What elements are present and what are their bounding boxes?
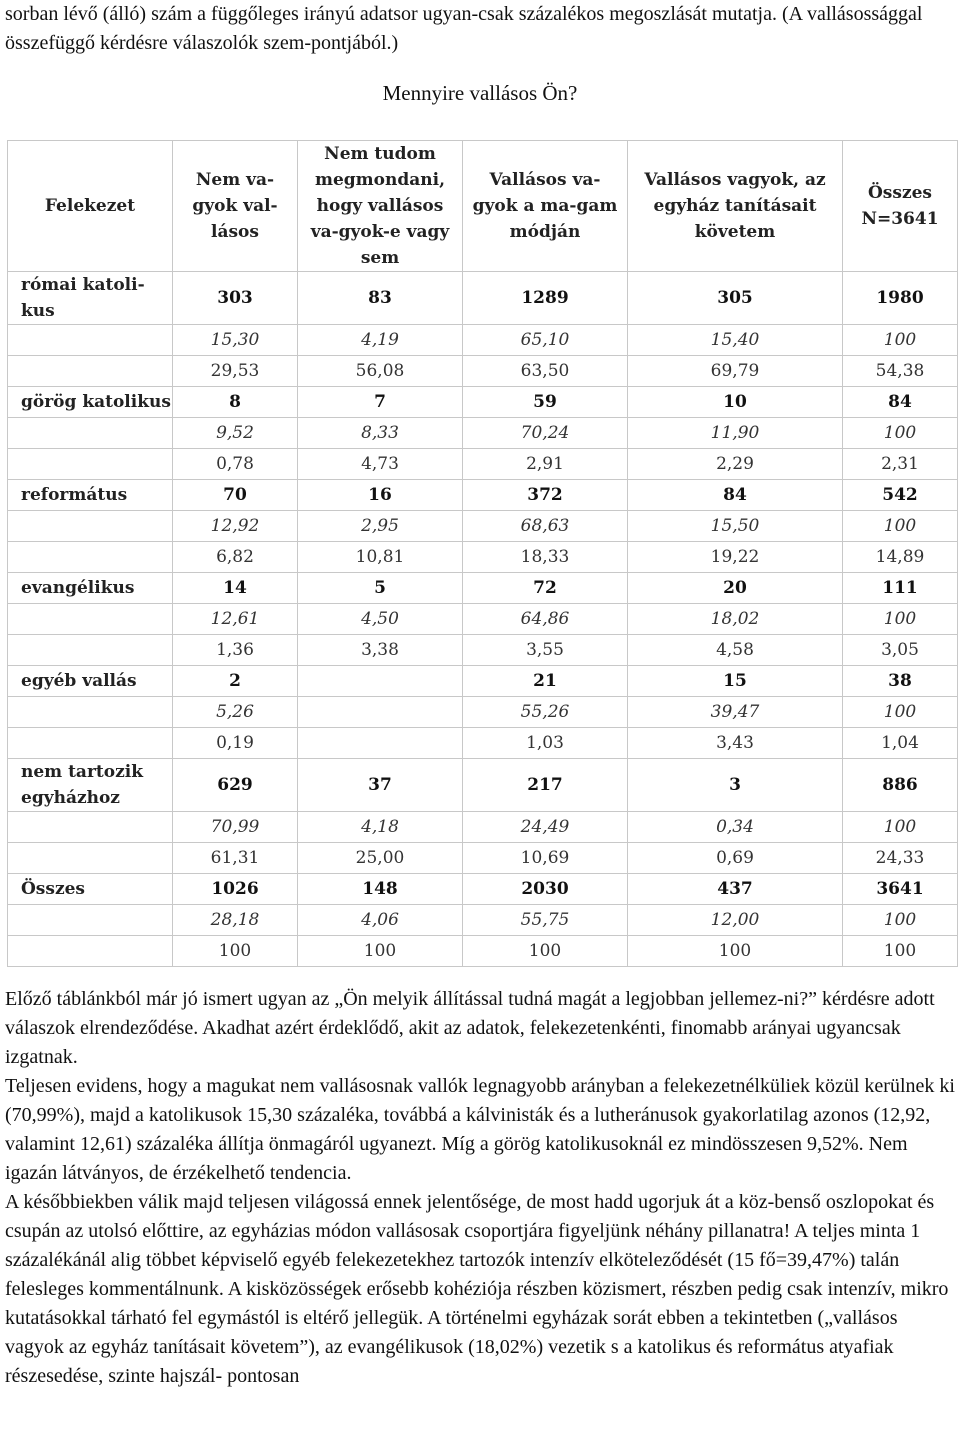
table-cell: 19,22 bbox=[628, 542, 843, 573]
table-cell: 217 bbox=[463, 759, 628, 812]
table-row bbox=[8, 511, 958, 542]
table-cell: 4,58 bbox=[628, 635, 843, 666]
table-cell: 100 bbox=[843, 936, 958, 967]
table-cell: 5,26 bbox=[173, 697, 298, 728]
table-cell: 148 bbox=[298, 874, 463, 905]
table-cell: 25,00 bbox=[298, 843, 463, 874]
table-cell: 100 bbox=[843, 604, 958, 635]
table-cell: 4,18 bbox=[298, 812, 463, 843]
table-cell: 4,50 bbox=[298, 604, 463, 635]
denomination-label bbox=[8, 728, 173, 759]
table-cell: 70,24 bbox=[463, 418, 628, 449]
table-row bbox=[8, 666, 958, 697]
denomination-label bbox=[8, 604, 173, 635]
table-row bbox=[8, 728, 958, 759]
table-cell: 11,90 bbox=[628, 418, 843, 449]
table-cell: 2 bbox=[173, 666, 298, 697]
table-cell bbox=[298, 697, 463, 728]
table-cell: 100 bbox=[843, 812, 958, 843]
table-cell: 10,81 bbox=[298, 542, 463, 573]
table-cell: 2030 bbox=[463, 874, 628, 905]
table-row bbox=[8, 874, 958, 905]
denomination-label bbox=[8, 635, 173, 666]
table-cell: 5 bbox=[298, 573, 463, 604]
table-row bbox=[8, 697, 958, 728]
table-cell: 61,31 bbox=[173, 843, 298, 874]
table-cell: 100 bbox=[173, 936, 298, 967]
table-cell: 10 bbox=[628, 387, 843, 418]
table-cell: 15,50 bbox=[628, 511, 843, 542]
denomination-label bbox=[8, 511, 173, 542]
table-cell: 1,36 bbox=[173, 635, 298, 666]
table-cell: 10,69 bbox=[463, 843, 628, 874]
table-cell: 56,08 bbox=[298, 356, 463, 387]
table-cell: 20 bbox=[628, 573, 843, 604]
table-cell: 83 bbox=[298, 272, 463, 325]
table-cell: 437 bbox=[628, 874, 843, 905]
header-cannot-say: Nem tudom megmondani, hogy vallásos va-gyok-e vagy sem bbox=[298, 141, 463, 272]
table-cell: 69,79 bbox=[628, 356, 843, 387]
denomination-label bbox=[8, 936, 173, 967]
table-cell: 3641 bbox=[843, 874, 958, 905]
table-cell: 305 bbox=[628, 272, 843, 325]
table-cell: 372 bbox=[463, 480, 628, 511]
table-row bbox=[8, 604, 958, 635]
table-cell: 12,61 bbox=[173, 604, 298, 635]
table-cell: 84 bbox=[628, 480, 843, 511]
denomination-label: nem tartozik egyházhoz bbox=[8, 759, 173, 812]
table-cell: 100 bbox=[463, 936, 628, 967]
table-cell: 72 bbox=[463, 573, 628, 604]
table-cell: 59 bbox=[463, 387, 628, 418]
table-cell: 18,02 bbox=[628, 604, 843, 635]
table-cell: 100 bbox=[843, 418, 958, 449]
table-cell: 9,52 bbox=[173, 418, 298, 449]
table-row bbox=[8, 387, 958, 418]
table-cell: 68,63 bbox=[463, 511, 628, 542]
body-paragraph: A későbbiekben válik majd teljesen világossá ennek jelentősége, de most hadd ugorjuk át a köz-benső oszlopokat és csupán az utolsó előttire, az egyházias módon vallásosak csoportjára figyeljünk néhány pillanatra! A teljes minta 1 százalékánál alig többet képviselő egyéb felekezetekhez tartozók intenzív elköteleződését (15 fő=39,47%) talán felesleges kommentálnunk. A kisközösségek erősebb kohéziója részben közismert, részben pedig csak intenzív, mikro kutatásokkal tárható fel egymástól is eltérő jellegük. A történelmi egyházak sorát ebben a tekintetben („vallásos vagyok az egyház tanításait követem”), az evangélikusok (18,02%) vezetik s a katolikus és református atyafiak részesedése, szinte hajszál- pontosan bbox=[5, 1191, 949, 1387]
table-cell: 111 bbox=[843, 573, 958, 604]
table-row bbox=[8, 480, 958, 511]
table-cell: 15,40 bbox=[628, 325, 843, 356]
table-cell: 38 bbox=[843, 666, 958, 697]
table-cell: 4,19 bbox=[298, 325, 463, 356]
denomination-label bbox=[8, 325, 173, 356]
denomination-label bbox=[8, 812, 173, 843]
table-cell: 54,38 bbox=[843, 356, 958, 387]
table-cell: 8 bbox=[173, 387, 298, 418]
table-cell: 3,55 bbox=[463, 635, 628, 666]
body-paragraph: Előző táblánkból már jó ismert ugyan az „Ön melyik állítással tudná magát a legjobban jellemez-ni?” kérdésre adott válaszok elrendeződése. Akadhat azért érdeklődő, akit az adatok, felekezetenkénti, finomabb arányai ugyancsak izgatnak. bbox=[5, 988, 935, 1068]
table-cell: 14 bbox=[173, 573, 298, 604]
table-cell: 1980 bbox=[843, 272, 958, 325]
table-cell: 3,38 bbox=[298, 635, 463, 666]
table-title: Mennyire vallásos Ön? bbox=[382, 81, 578, 105]
denomination-label bbox=[8, 542, 173, 573]
table-header-row bbox=[8, 141, 958, 272]
table-cell: 0,69 bbox=[628, 843, 843, 874]
table-cell: 84 bbox=[843, 387, 958, 418]
table-row bbox=[8, 843, 958, 874]
table-cell: 100 bbox=[843, 325, 958, 356]
table-row bbox=[8, 272, 958, 325]
denomination-label bbox=[8, 356, 173, 387]
table-cell: 2,31 bbox=[843, 449, 958, 480]
table-cell: 16 bbox=[298, 480, 463, 511]
table-cell: 2,29 bbox=[628, 449, 843, 480]
religiosity-table bbox=[7, 140, 957, 961]
header-religious-own-way: Vallásos va-gyok a ma-gam módján bbox=[463, 141, 628, 272]
table-cell: 629 bbox=[173, 759, 298, 812]
table-cell: 2,91 bbox=[463, 449, 628, 480]
table-cell: 100 bbox=[843, 511, 958, 542]
table-cell: 0,34 bbox=[628, 812, 843, 843]
table-cell: 303 bbox=[173, 272, 298, 325]
table-cell: 542 bbox=[843, 480, 958, 511]
table-row bbox=[8, 542, 958, 573]
table-cell: 6,82 bbox=[173, 542, 298, 573]
table-cell: 55,75 bbox=[463, 905, 628, 936]
table-cell: 7 bbox=[298, 387, 463, 418]
table-cell: 0,19 bbox=[173, 728, 298, 759]
table-cell: 1,04 bbox=[843, 728, 958, 759]
table-cell: 55,26 bbox=[463, 697, 628, 728]
body-text bbox=[5, 985, 957, 1391]
table-cell bbox=[298, 666, 463, 697]
table-cell: 100 bbox=[843, 905, 958, 936]
table-cell: 70,99 bbox=[173, 812, 298, 843]
table-cell: 0,78 bbox=[173, 449, 298, 480]
table-row bbox=[8, 418, 958, 449]
table-row bbox=[8, 449, 958, 480]
denomination-label bbox=[8, 843, 173, 874]
table-cell bbox=[298, 728, 463, 759]
header-not-religious: Nem va-gyok val-lásos bbox=[173, 141, 298, 272]
denomination-label bbox=[8, 449, 173, 480]
denomination-label bbox=[8, 905, 173, 936]
table-cell: 24,33 bbox=[843, 843, 958, 874]
denomination-label: egyéb vallás bbox=[8, 666, 173, 697]
table-cell: 886 bbox=[843, 759, 958, 812]
table-cell: 100 bbox=[298, 936, 463, 967]
denomination-label: református bbox=[8, 480, 173, 511]
table-cell: 12,92 bbox=[173, 511, 298, 542]
table-cell: 15,30 bbox=[173, 325, 298, 356]
table-cell: 1289 bbox=[463, 272, 628, 325]
table-cell: 28,18 bbox=[173, 905, 298, 936]
denomination-label: Összes bbox=[8, 874, 173, 905]
table-cell: 100 bbox=[843, 697, 958, 728]
table-cell: 18,33 bbox=[463, 542, 628, 573]
table-row bbox=[8, 812, 958, 843]
denomination-label bbox=[8, 418, 173, 449]
table-cell: 65,10 bbox=[463, 325, 628, 356]
table-row bbox=[8, 356, 958, 387]
table-cell: 3,05 bbox=[843, 635, 958, 666]
table-row bbox=[8, 759, 958, 812]
denomination-label bbox=[8, 697, 173, 728]
table-cell: 1,03 bbox=[463, 728, 628, 759]
table-cell: 21 bbox=[463, 666, 628, 697]
denomination-label: görög katolikus bbox=[8, 387, 173, 418]
table-cell: 70 bbox=[173, 480, 298, 511]
table-cell: 24,49 bbox=[463, 812, 628, 843]
table-cell: 1026 bbox=[173, 874, 298, 905]
header-denomination: Felekezet bbox=[8, 141, 173, 272]
header-religious-follows-church: Vallásos vagyok, az egyház tanításait követem bbox=[628, 141, 843, 272]
header-total: Összes N=3641 bbox=[843, 141, 958, 272]
table-cell: 2,95 bbox=[298, 511, 463, 542]
table-cell: 100 bbox=[628, 936, 843, 967]
table-cell: 37 bbox=[298, 759, 463, 812]
table-cell: 39,47 bbox=[628, 697, 843, 728]
body-paragraph: Teljesen evidens, hogy a magukat nem vallásosnak vallók legnagyobb arányban a felekezetnélküliek közül kerülnek ki (70,99%), majd a katolikusok 15,30 százaléka, továbbá a kálvinisták és a lutheránusok gyakorlatilag azonos (12,92, valamint 12,61) százaléka állítja önmagáról ugyanezt. Míg a görög katolikusoknál ez mindösszesen 9,52%. Nem igazán látványos, de érzékelhető tendencia. bbox=[5, 1075, 955, 1184]
table-cell: 3,43 bbox=[628, 728, 843, 759]
table-row bbox=[8, 936, 958, 967]
table-cell: 3 bbox=[628, 759, 843, 812]
table-cell: 15 bbox=[628, 666, 843, 697]
table-cell: 4,73 bbox=[298, 449, 463, 480]
table-cell: 29,53 bbox=[173, 356, 298, 387]
table-cell: 4,06 bbox=[298, 905, 463, 936]
table-cell: 14,89 bbox=[843, 542, 958, 573]
table-cell: 63,50 bbox=[463, 356, 628, 387]
table-cell: 64,86 bbox=[463, 604, 628, 635]
denomination-label: római katoli-kus bbox=[8, 272, 173, 325]
table-row bbox=[8, 325, 958, 356]
table-row bbox=[8, 573, 958, 604]
table-row bbox=[8, 635, 958, 666]
table-cell: 8,33 bbox=[298, 418, 463, 449]
table-cell: 12,00 bbox=[628, 905, 843, 936]
intro-paragraph: sorban lévő (álló) szám a függőleges irányú adatsor ugyan-csak százalékos megoszlását mutatja. (A vallásossággal összefüggő kérdésre válaszolók szem-pontjából.) bbox=[5, 3, 923, 54]
denomination-label: evangélikus bbox=[8, 573, 173, 604]
table-row bbox=[8, 905, 958, 936]
